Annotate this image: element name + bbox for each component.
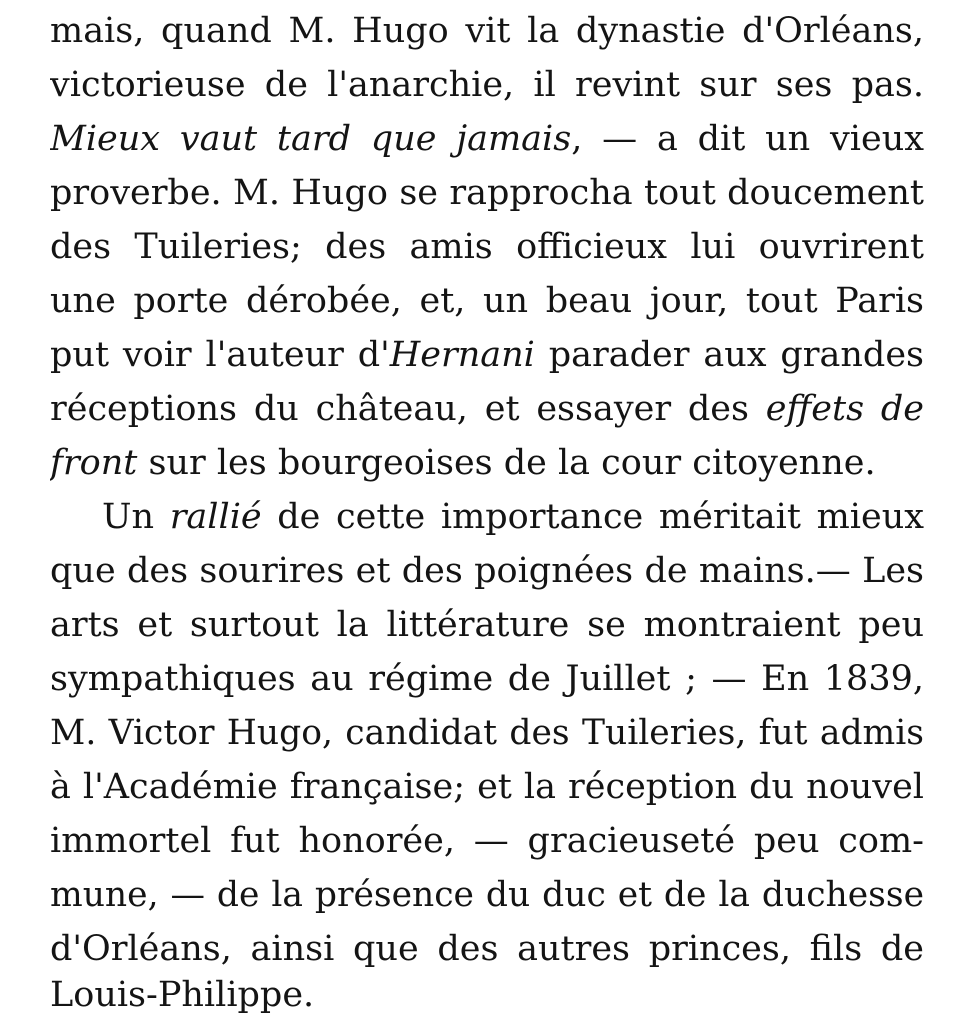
text-span: sympathiques au régime de Juillet ; — En 1839,: [50, 659, 924, 699]
text-span: une porte dérobée, et, un beau jour, tout Paris: [50, 281, 924, 321]
text-line: [50, 220, 924, 274]
text-span: victorieuse de l'anarchie, il revint sur ses pas.: [50, 65, 924, 105]
text-span: que des sourires et des poignées de mains.— Les: [50, 551, 924, 591]
text-line: [102, 490, 924, 544]
text-span: des Tuileries; des amis officieux lui ouvrirent: [50, 227, 924, 267]
italic-span: front: [50, 443, 138, 483]
text-line: [50, 868, 924, 922]
text-span: mune, — de la présence du duc et de la duchesse: [50, 875, 924, 915]
text-span: put voir l'auteur d': [50, 335, 390, 375]
text-line: [50, 706, 924, 760]
text-line: [50, 652, 924, 706]
italic-span: Hernani: [389, 335, 535, 375]
text-line: [50, 112, 924, 166]
text-span: parader aux grandes: [534, 335, 924, 375]
text-span: , — a dit un vieux: [571, 119, 924, 159]
italic-span: effets de: [765, 389, 924, 429]
text-span: proverbe. M. Hugo se rapprocha tout doucement: [50, 173, 924, 213]
text-line: [50, 814, 924, 868]
text-line: [50, 544, 924, 598]
italic-span: rallié: [169, 497, 262, 537]
text-line: [50, 58, 924, 112]
text-line: [50, 598, 924, 652]
text-line: [50, 328, 924, 382]
text-line: [50, 166, 924, 220]
text-line: [50, 436, 924, 490]
text-span: M. Victor Hugo, candidat des Tuileries, fut admis: [50, 713, 924, 753]
text-span: réceptions du château, et essayer des: [50, 389, 766, 429]
text-span: arts et surtout la littérature se montraient peu: [50, 605, 924, 645]
text-span: sur les bourgeoises de la cour citoyenne.: [137, 443, 876, 483]
text-span: Un: [102, 497, 170, 537]
text-line: [50, 760, 924, 814]
text-span: Louis-Philippe.: [50, 975, 315, 1015]
text-span: de cette importance méritait mieux: [261, 497, 924, 537]
text-span: immortel fut honorée, — gracieuseté peu com-: [50, 821, 924, 861]
text-line: [50, 4, 924, 58]
text-span: mais, quand M. Hugo vit la dynastie d'Orléans,: [50, 11, 924, 51]
text-span: d'Orléans, ainsi que des autres princes, fils de: [50, 929, 924, 969]
text-line: [50, 968, 924, 1022]
text-line: [50, 274, 924, 328]
italic-span: Mieux vaut tard que jamais: [50, 119, 572, 159]
text-span: à l'Académie française; et la réception du nouvel: [50, 767, 924, 807]
book-page: [50, 0, 930, 1023]
text-line: [50, 382, 924, 436]
